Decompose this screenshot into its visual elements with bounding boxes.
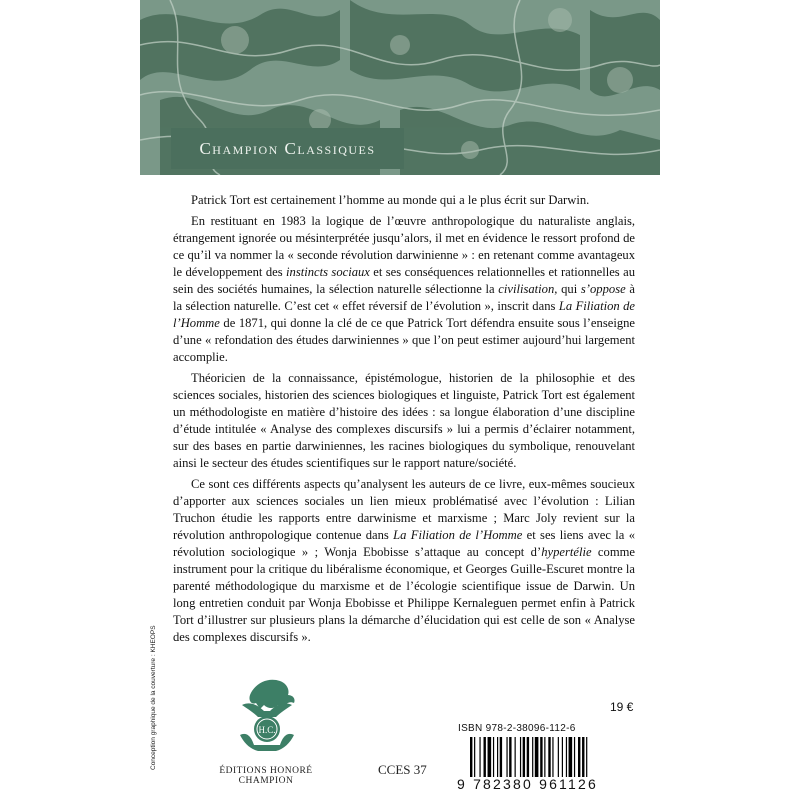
text-run: La Filiation de l’Homme (173, 299, 635, 330)
series-number: CCES 37 (378, 762, 427, 777)
paragraph-4 (173, 476, 635, 646)
text-run: Ce sont ces différents aspects qu’analysent les auteurs de ce livre, eux-mêmes soucieux d’apporter aux sciences sociales un lien mieux problématisé avec l’évolution : Lilian Truchon étudie les rapports entre darwinisme et marxisme ; Marc Joly revient sur la révolution anthropologique contenue dans (173, 477, 635, 542)
paragraph-2 (173, 213, 635, 366)
text-run: s’oppose (580, 282, 626, 296)
text-run: civilisation (498, 282, 555, 296)
text-run: Patrick Tort est certainement l’homme au monde qui a le plus écrit sur Darwin. (191, 193, 590, 207)
text-run: , qui (554, 282, 581, 296)
series-banner (171, 128, 404, 169)
text-run: et ses liens avec la « révolution sociologique » ; Wonja Ebobisse s’attaque au concept d’ (173, 528, 635, 559)
text-run: et ses conséquences relationnelles et rationnelles au sein des sociétés humaines, la sélection naturelle sélectionne la (173, 265, 635, 296)
isbn: ISBN 978-2-38096-112-6 (458, 723, 576, 734)
text-run: à la sélection naturelle. C’est cet « effet réversif de l’évolution », inscrit dans (173, 282, 635, 313)
text-run: comme instrument pour la critique du libéralisme économique, et Georges Guille-Escuret montre la parenté méthodologique du marxisme et de l’écologie scientifique issue de Darwin. Un long entretien conduit par Wonja Ebobisse et Philippe Kernaleguen permet enfin à Patrick Tort d’illustrer sur plusieurs plans la démarche d’élucidation qui est celle de son « Analyse des complexes discursifs ». (173, 545, 635, 644)
logo-monogram: H.C. (258, 725, 276, 735)
barcode-digits: 9 782380 961126 (457, 776, 598, 792)
publisher-logo (220, 665, 315, 760)
text-run: instincts sociaux (286, 265, 370, 279)
text-run: hypertélie (541, 545, 592, 559)
text-run: La Filiation de l’Homme (393, 528, 523, 542)
text-run: de 1871, qui donne la clé de ce que Patrick Tort défendra ensuite sous l’enseigne d’une « refondation des études darwiniennes » que l’on peut estimer aujourd’hui largement accomplie. (173, 316, 635, 364)
text-run: En restituant en 1983 la logique de l’œuvre anthropologique du naturaliste anglais, étrangement ignorée ou mésinterprétée jusqu’alors, il met en évidence le ressort profond de ce qu’il va nommer la « seconde révolution darwinienne » : en retenant comme avantageux le développement des (173, 214, 635, 279)
back-cover-text (173, 192, 635, 650)
barcode (470, 737, 630, 777)
paragraph-3 (173, 370, 635, 472)
publisher-name: ÉDITIONS HONORÉ CHAMPION (219, 766, 313, 786)
text-run: Théoricien de la connaissance, épistémologue, historien de la philosophie et des sciences sociales, historien des sciences biologiques et linguiste, Patrick Tort est également un méthodologiste en matière d’histoire des idées : sa longue élaboration d’une discipline d’étude intitulée « Analyse des complexes discursifs » lui a permis d’éclairer notamment, sur des bases en partie darwiniennes, les racines biologiques du symbolique, renouvelant ainsi le secteur des études scientifiques sur le rapport nature/société. (173, 371, 635, 470)
cover-design-credit: Conception graphique de la couverture : KHEOPS (150, 625, 157, 770)
price: 19 € (610, 700, 634, 714)
paragraph-1 (173, 192, 635, 209)
series-banner-title: Champion Classiques (199, 138, 376, 158)
